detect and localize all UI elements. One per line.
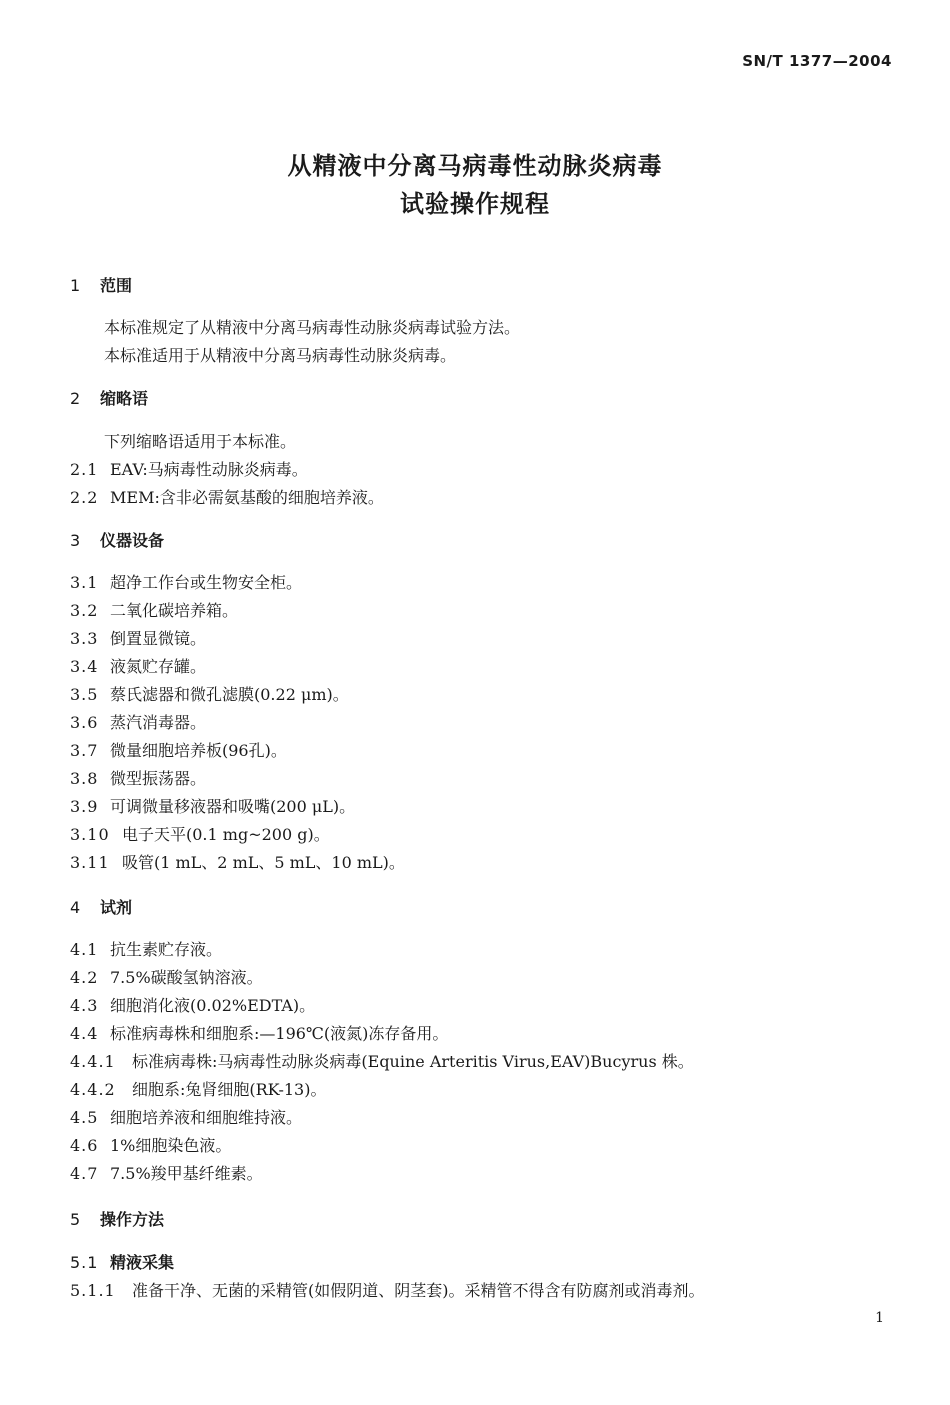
list-item [70, 1281, 705, 1301]
list-item [70, 968, 263, 988]
subsection-heading-5-1 [70, 1253, 174, 1273]
section-title: 范围 [100, 276, 133, 295]
item-text: 7.5%碳酸氢钠溶液。 [110, 968, 263, 987]
section-title: 缩略语 [100, 389, 149, 408]
list-item [70, 1108, 302, 1128]
item-text: 电子天平(0.1 mg~200 g)。 [122, 825, 330, 844]
item-number: 3.9 [70, 797, 99, 816]
list-item [70, 460, 308, 480]
list-item [70, 853, 405, 873]
item-text: 准备干净、无菌的采精管(如假阴道、阴茎套)。采精管不得含有防腐剂或消毒剂。 [132, 1281, 705, 1300]
item-number: 4.2 [70, 968, 99, 987]
item-text: 超净工作台或生物安全柜。 [110, 573, 303, 592]
list-item [70, 1080, 326, 1100]
item-number: 3.2 [70, 601, 99, 620]
item-text: MEM:含非必需氨基酸的细胞培养液。 [110, 488, 384, 507]
item-number: 3.11 [70, 853, 110, 872]
item-number: 3.1 [70, 573, 99, 592]
item-text: 蔡氏滤器和微孔滤膜(0.22 μm)。 [110, 685, 349, 704]
section-heading-5 [70, 1210, 164, 1230]
list-item [70, 685, 349, 705]
item-number: 4.4.1 [70, 1052, 116, 1071]
item-number: 3.10 [70, 825, 110, 844]
item-text: 微量细胞培养板(96孔)。 [110, 741, 287, 760]
section-heading-1 [70, 276, 132, 296]
item-text: EAV:马病毒性动脉炎病毒。 [110, 460, 308, 479]
item-number: 3.8 [70, 769, 99, 788]
section-number: 5 [70, 1210, 81, 1229]
section-number: 1 [70, 276, 81, 295]
subsection-title: 精液采集 [110, 1253, 175, 1272]
list-item [70, 1052, 694, 1072]
item-text: 可调微量移液器和吸嘴(200 μL)。 [110, 797, 356, 816]
item-number: 2.2 [70, 488, 99, 507]
list-item [70, 996, 315, 1016]
section-title: 仪器设备 [100, 531, 165, 550]
section-heading-4 [70, 898, 132, 918]
section-title: 操作方法 [100, 1210, 165, 1229]
item-text: 蒸汽消毒器。 [110, 713, 207, 732]
list-item [70, 741, 287, 761]
item-number: 2.1 [70, 460, 99, 479]
paragraph: 下列缩略语适用于本标准。 [104, 432, 297, 451]
list-item [70, 797, 355, 817]
item-text: 标准病毒株:马病毒性动脉炎病毒(Equine Arteritis Virus,EAV)Bucyrus 株。 [132, 1052, 694, 1071]
item-number: 4.7 [70, 1164, 99, 1183]
document-title-line1: 从精液中分离马病毒性动脉炎病毒 [287, 152, 663, 180]
list-item [70, 940, 222, 960]
section-title: 试剂 [100, 898, 133, 917]
list-item [70, 488, 384, 508]
item-number: 4.3 [70, 996, 99, 1015]
item-number: 4.5 [70, 1108, 99, 1127]
list-item [70, 629, 206, 649]
standard-code: SN/T 1377—2004 [742, 52, 892, 70]
paragraph: 本标准适用于从精液中分离马病毒性动脉炎病毒。 [104, 346, 457, 365]
item-number: 4.4.2 [70, 1080, 116, 1099]
section-heading-2 [70, 389, 148, 409]
item-number: 3.5 [70, 685, 99, 704]
item-number: 3.3 [70, 629, 99, 648]
list-item [70, 713, 206, 733]
item-text: 细胞消化液(0.02%EDTA)。 [110, 996, 316, 1015]
item-number: 3.4 [70, 657, 99, 676]
list-item [70, 657, 206, 677]
list-item [70, 601, 238, 621]
item-text: 7.5%羧甲基纤维素。 [110, 1164, 263, 1183]
item-text: 细胞系:兔肾细胞(RK-13)。 [132, 1080, 327, 1099]
list-item [70, 1164, 263, 1184]
item-number: 4.4 [70, 1024, 99, 1043]
item-text: 倒置显微镜。 [110, 629, 207, 648]
item-number: 3.7 [70, 741, 99, 760]
paragraph: 本标准规定了从精液中分离马病毒性动脉炎病毒试验方法。 [104, 318, 521, 337]
section-number: 3 [70, 531, 81, 550]
list-item [70, 825, 330, 845]
item-text: 细胞培养液和细胞维持液。 [110, 1108, 303, 1127]
list-item [70, 1136, 231, 1156]
item-text: 标准病毒株和细胞系:—196℃(液氮)冻存备用。 [110, 1024, 449, 1043]
item-text: 吸管(1 mL、2 mL、5 mL、10 mL)。 [122, 853, 405, 872]
item-number: 3.6 [70, 713, 99, 732]
document-title-line2: 试验操作规程 [400, 190, 550, 218]
list-item [70, 769, 206, 789]
list-item [70, 1024, 448, 1044]
item-text: 液氮贮存罐。 [110, 657, 207, 676]
item-text: 抗生素贮存液。 [110, 940, 223, 959]
list-item [70, 573, 302, 593]
item-text: 1%细胞染色液。 [110, 1136, 232, 1155]
item-number: 5.1.1 [70, 1281, 116, 1300]
item-number: 4.6 [70, 1136, 99, 1155]
item-text: 微型振荡器。 [110, 769, 207, 788]
subsection-number: 5.1 [70, 1253, 99, 1272]
item-text: 二氧化碳培养箱。 [110, 601, 239, 620]
section-number: 2 [70, 389, 81, 408]
page-number: 1 [875, 1310, 884, 1326]
section-heading-3 [70, 531, 164, 551]
section-number: 4 [70, 898, 81, 917]
item-number: 4.1 [70, 940, 99, 959]
